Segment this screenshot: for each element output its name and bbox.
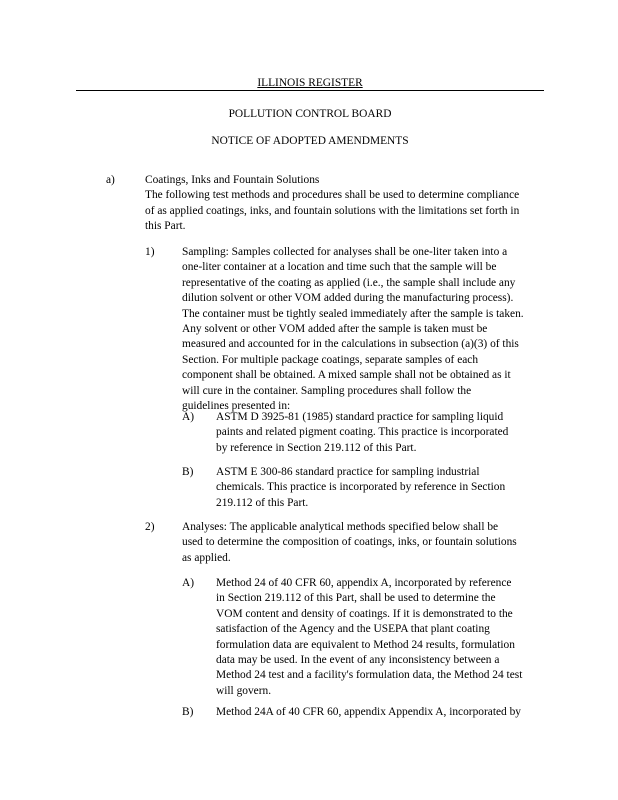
item-2-sub-a-line: in Section 219.112 of this Part, shall be used to determine the [216,592,496,605]
item-1-sub-a-line: paints and related pigment coating. This practice is incorporated [216,426,509,439]
register-title: ILLINOIS REGISTER [257,77,363,89]
item-1-sub-b-line: ASTM E 300-86 standard practice for sampling industrial [216,466,480,478]
item-1-line: The container must be tightly sealed immediately after the sample is taken. [182,307,524,320]
item-2-line: Analyses: The applicable analytical methods specified below shall be [182,521,499,533]
item-2-sub-a-line: will govern. [216,684,272,697]
item-1-sub-a-line: by reference in Section 219.112 of this Part. [216,441,417,454]
item-1-line: will cure in the container. Sampling procedures shall follow the [182,384,472,397]
section-a-line: Coatings, Inks and Fountain Solutions [145,174,320,186]
item-1-line: dilution solvent or other VOM added during the manufacturing process). [182,292,514,305]
item-1-line: Any solvent or other VOM added after the sample is taken must be [182,322,488,335]
item-2-line: as applied. [182,551,231,564]
item-1-line: guidelines presented in: [182,399,291,412]
section-a-line: this Part. [145,220,186,233]
item-2-sub-a-line: data may be used. In the event of any inconsistency between a [216,653,500,666]
item-1-sub-a-text [216,410,508,456]
item-1-sub-a-line: ASTM D 3925-81 (1985) standard practice for sampling liquid [216,411,504,423]
item-1-line: Sampling: Samples collected for analyses shall be one-liter taken into a [182,246,508,258]
item-2-sub-a-line: formulation data are equivalent to Method 24 results, formulation [216,638,515,651]
item-1-sub-a-label: A) [182,411,195,423]
item-2-text [182,520,517,566]
item-1-sub-b-line: chemicals. This practice is incorporated by reference in Section [216,481,506,494]
board-title: POLLUTION CONTROL BOARD [228,108,392,120]
item-1-label: 1) [145,246,155,258]
section-a-label: a) [106,174,115,186]
item-2-sub-a-line: Method 24 of 40 CFR 60, appendix A, incorporated by reference [216,577,512,589]
item-1-line: Section. For multiple package coatings, separate samples of each [182,353,479,366]
item-2-sub-b-text [216,705,521,720]
item-2-sub-a-line: satisfaction of the Agency and the USEPA that plant coating [216,623,490,636]
register-header [76,76,544,91]
item-2-sub-b-label: B) [182,706,194,718]
item-1-sub-b-text [216,465,505,511]
item-1-line: component shall be obtained. A mixed sample shall not be obtained as it [182,369,511,382]
item-1-sub-b-line: 219.112 of this Part. [216,496,309,509]
item-2-sub-a-text [216,576,522,699]
item-2-line: used to determine the composition of coatings, inks, or fountain solutions [182,536,517,549]
notice-title: NOTICE OF ADOPTED AMENDMENTS [211,135,409,147]
item-2-sub-a-line: VOM content and density of coatings. If it is demonstrated to the [216,607,513,620]
item-2-label: 2) [145,521,155,533]
item-1-line: one-liter container at a location and time such that the sample will be [182,261,497,274]
section-a-text [145,173,519,235]
item-1-sub-b-label: B) [182,466,194,478]
item-2-sub-a-label: A) [182,577,195,589]
item-1-line: representative of the coating as applied (i.e., the sample shall include any [182,276,516,289]
item-2-sub-a-line: Method 24 test and a facility's formulation data, the Method 24 test [216,669,523,682]
item-1-line: measured and accounted for in the calculations in subsection (a)(3) of this [182,338,519,351]
item-1-text [182,245,524,414]
section-a-line: of as applied coatings, inks, and fountain solutions with the limitations set forth in [145,204,520,217]
item-2-sub-b-line: Method 24A of 40 CFR 60, appendix Appendix A, incorporated by [216,706,521,718]
section-a-line: The following test methods and procedures shall be used to determine compliance [145,189,520,202]
